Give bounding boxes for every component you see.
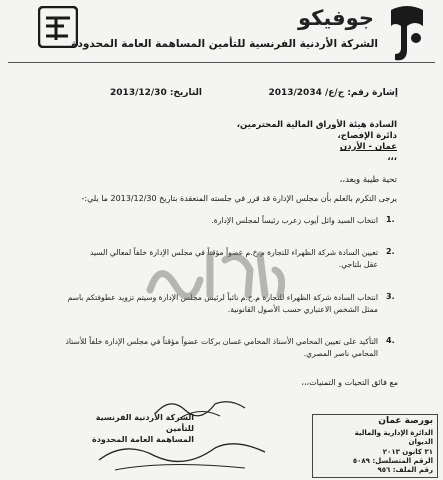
company-stamp-line: الشركة الأردنية الفرنسية للتأمين (95, 413, 194, 433)
decision-item: انتخاب السيد وائل أيوب زعرب رئيساً لمجلس الإدارة. (211, 216, 378, 225)
letter-date: التاريخ: 2013/12/30 (110, 88, 202, 98)
received-stamp-file: رقم الملف: ٩٥٦ (377, 466, 433, 474)
received-stamp-date: ٣١ كانون ٢٠١٣ (382, 448, 433, 456)
item-number: 1. (386, 215, 395, 224)
signature-scribble (95, 430, 270, 476)
closing-remark: مع فائق التحيات و التمنيات،،، (301, 378, 398, 387)
decision-item: انتخاب السادة شركة الظهراء للتجارة م.خ.م نائباً لرئيس مجلس الإدارة وسيتم تزويد عطوفتكم باسم ممثل الشخص الاعتباري حسب الأصول القانونية. (67, 293, 378, 314)
greeting: تحية طيبة وبعد،، (339, 175, 397, 185)
decision-item: التأكيد على تعيين المحامي الأستاذ المحامي غسان بركات عضواً مؤقتاً في مجلس الإدارة خلفاً للأستاذ المحامي ناصر المصري. (65, 337, 378, 358)
brand-name: جوفيكو (297, 6, 374, 30)
addressee-line: السادة هيئة الأوراق المالية المحترمين، (236, 120, 397, 130)
addressee-mark: ،،، (387, 153, 397, 163)
reference-number: إشارة رقم: ج/ع/ 2013/2034 (268, 88, 398, 98)
received-stamp-serial: الرقم المتسلسل: ٥٠٨٩ (352, 457, 433, 465)
header-rule (8, 62, 435, 63)
intro-paragraph: يرجى التكرم بالعلم بأن مجلس الإدارة قد قرر في جلسته المنعقدة بتاريخ 2013/12/30 ما يلي:- (81, 194, 397, 203)
watermark-logo (140, 240, 290, 310)
addressee-city: عمان - الأردن (339, 142, 397, 152)
received-stamp (312, 414, 438, 478)
item-number: 4. (386, 336, 395, 345)
item-number: 2. (386, 247, 395, 256)
item-number: 3. (386, 292, 395, 301)
addressee-department: دائرة الإفصاح، (337, 131, 397, 141)
company-stamp-line: المساهمة العامة المحدودة (92, 435, 194, 444)
received-stamp-line: الدائرة الإدارية والمالية (354, 429, 433, 437)
received-stamp-line: الديوان (408, 438, 433, 446)
company-name: الشركة الأردنية الفرنسية للتأمين المساهمة العامة المحدودة (71, 38, 378, 50)
company-emblem-icon (38, 6, 78, 48)
jofico-logo-icon (383, 4, 431, 64)
decision-item: تعيين السادة شركة الظهراء للتجارة م.خ.م عضواً مؤقتاً في مجلس الإدارة خلفاً لمعالي السيد عقل بلتاجي. (89, 248, 378, 269)
received-stamp-title: بورصة عمان (378, 416, 433, 426)
